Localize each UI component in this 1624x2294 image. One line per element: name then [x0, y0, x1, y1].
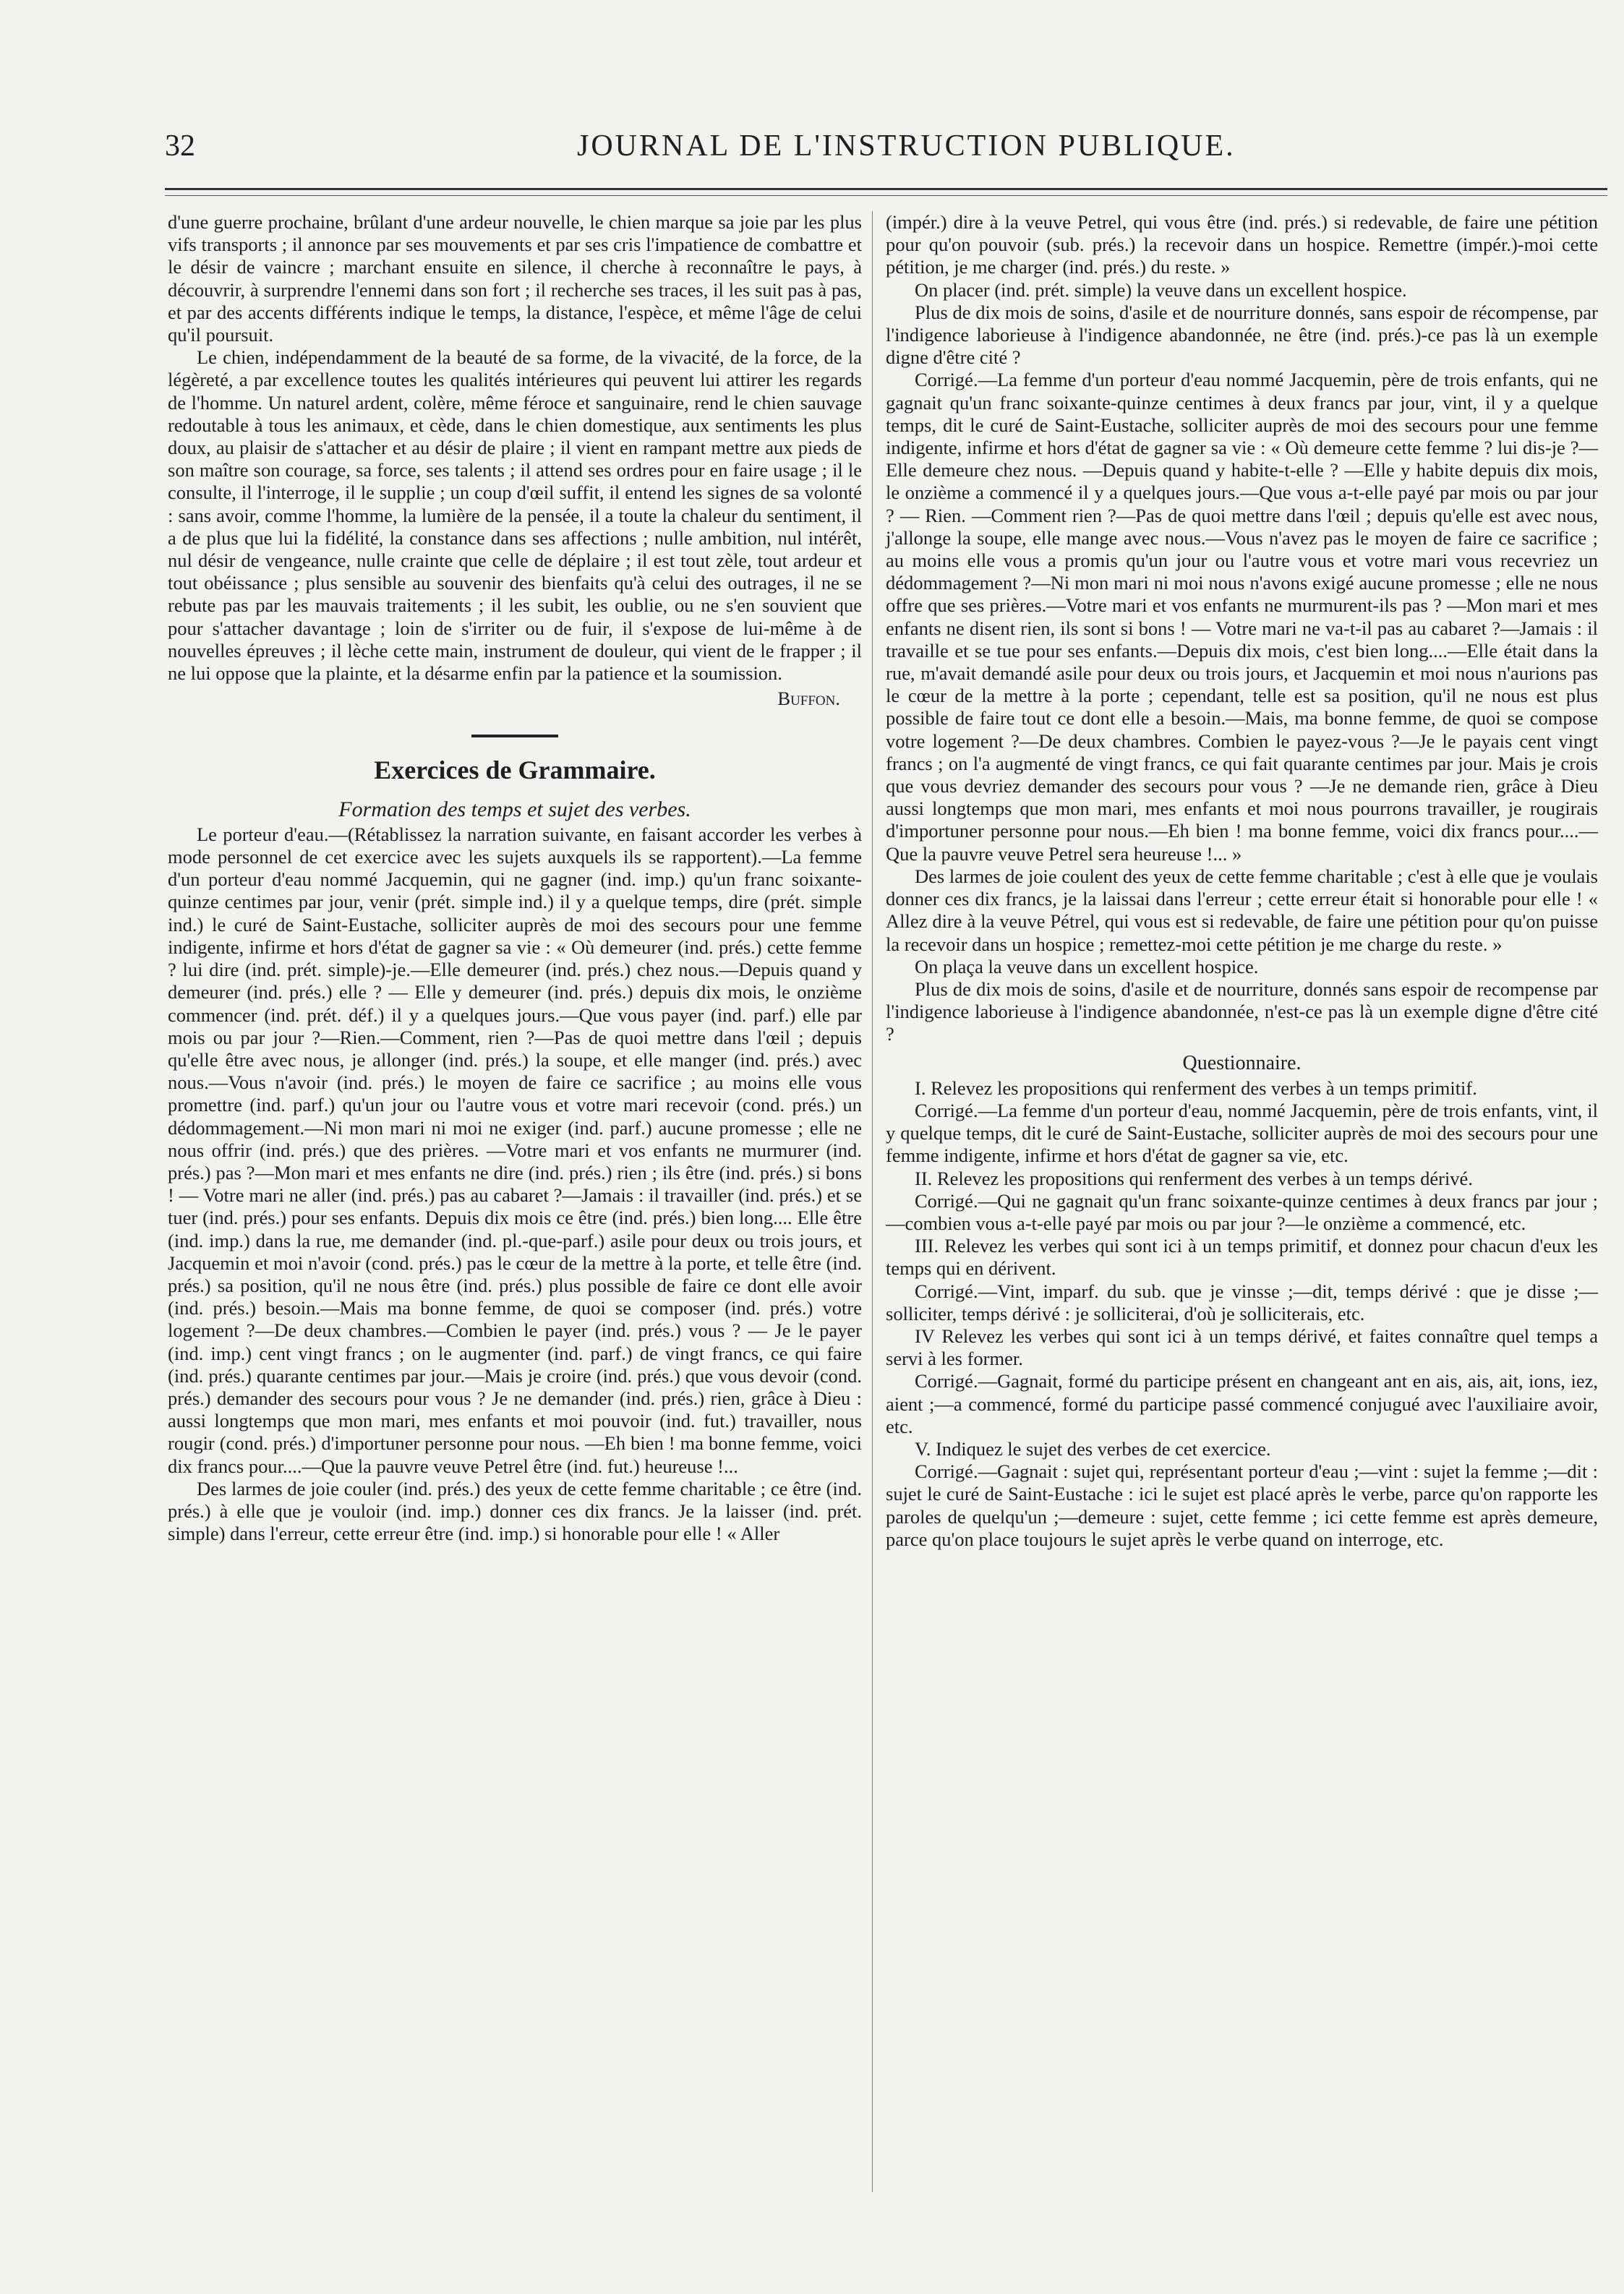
- question: IV Relevez les verbes qui sont ici à un temps dérivé, et faites connaître quel temps a servi à les former.: [886, 1324, 1598, 1370]
- paragraph: On plaça la veuve dans un excellent hospice.: [915, 955, 1259, 977]
- paragraph: d'une guerre prochaine, brûlant d'une ardeur nouvelle, le chien marque sa joie par les plus vifs transports ; il annonce par ses mouvements et par ses cris l'impatience de combattre et le désir de vaincre ; marchant ensuite en silence, il cherche à reconnaître le pays, à découvrir, à surprendre l'ennemi dans son fort ; il recherche ses traces, il les suit pas à pas, et par des accents différents indique le temps, la distance, l'espèce, et même l'âge de celui qu'il poursuit.: [168, 211, 862, 346]
- paragraph: Plus de dix mois de soins, d'asile et de nourriture, donnés sans espoir de recompense par l'indigence laborieuse à l'indigence abandonnée, n'est-ce pas là un exemple digne d'être cité ?: [886, 977, 1598, 1045]
- paragraph: Des larmes de joie couler (ind. prés.) des yeux de cette femme charitable ; ce être (ind. prés.) à elle que je vouloir (ind. imp.) donner ces dix francs. Je la laisser (ind. prét. simple) dans l'erreur, cette erreur être (ind. imp.) si honorable pour elle ! « Aller: [168, 1477, 862, 1545]
- author-signature: Buffon.: [777, 688, 840, 710]
- question: I. Relevez les propositions qui renferment des verbes à un temps primitif.: [915, 1077, 1477, 1099]
- paragraph: Le chien, indépendamment de la beauté de sa forme, de la vivacité, de la force, de la légèreté, a par excellence toutes les qualités intérieures qui peuvent lui attirer les regards de l'homme. Un naturel ardent, colère, même féroce et sanguinaire, rend le chien sauvage redoutable à tous les animaux, et cède, dans le chien domestique, aux sentiments les plus doux, au plaisir de s'attacher et au désir de plaire ; il vient en rampant mettre aux pieds de son maître son courage, sa force, ses talents ; il attend ses ordres pour en faire usage ; il le consulte, il l'interroge, il le supplie ; un coup d'œil suffit, il entend les signes de sa volonté : sans avoir, comme l'homme, la lumière de la pensée, il a toute la chaleur du sentiment, il a de plus que lui la fidélité, la constance dans ses affections ; nulle ambition, nul intérêt, nul désir de vengeance, nulle crainte que celle de déplaire ; il est tout zèle, tout ardeur et tout obéissance ; plus sensible au souvenir des bienfaits qu'à celui des outrages, il ne se rebute pas par les mauvais traitements ; il les subit, les oublie, ou ne s'en souvient que pour s'attacher davantage ; loin de s'irriter ou de fuir, il s'expose de lui-même à de nouvelles épreuves ; il lèche cette main, instrument de douleur, qui vient de le frapper ; il ne lui oppose que la plainte, et la désarme enfin par la patience et la soumission.: [168, 346, 862, 685]
- paragraph: Des larmes de joie coulent des yeux de cette femme charitable ; c'est à elle que je voulais donner ces dix francs, je la laissai dans l'erreur ; cette erreur était si honorable pour elle ! « Allez dire à la veuve Pétrel, qui vous est si redevable, de faire une pétition pour qu'on puisse la recevoir dans un hospice ; remettez-moi cette pétition je me charge du reste. »: [886, 865, 1598, 955]
- question: III. Relevez les verbes qui sont ici à un temps primitif, et donnez pour chacun d'eux les temps qui en dérivent.: [886, 1235, 1598, 1280]
- page-number: 32: [165, 129, 195, 163]
- column-divider: [872, 211, 873, 2192]
- left-column: [168, 211, 862, 1545]
- section-title: Exercices de Grammaire.: [374, 756, 656, 785]
- paragraph: Corrigé.—La femme d'un porteur d'eau nommé Jacquemin, père de trois enfants, qui ne gagnait qu'un franc soixante-quinze centimes à deux francs par jour, vint, il y a quelque temps, dit le curé de Saint-Eustache, solliciter auprès de moi des secours pour une femme indigente, infirme et hors d'état de gagner sa vie : « Où demeure cette femme ? lui dis-je ?—Elle demeure chez nous. —Depuis quand y habite-t-elle ? —Elle y habite depuis dix mois, le onzième a commencé il y a quelques jours.—Que vous a-t-elle payé par mois ou par jour ? — Rien. —Comment rien ?—Pas de quoi mettre dans l'œil ; depuis qu'elle est avec nous, j'allonge la soupe, elle mange avec nous.—Vous n'avez pas le moyen de faire ce sacrifice ; au moins elle vous a promis qu'un jour ou l'autre vous et votre mari vous recevriez un dédommagement ?—Ni mon mari ni moi nous n'avons exigé aucune promesse ; elle ne nous offre que ses prières.—Votre mari et vos enfants ne murmurent-ils pas ? —Mon mari et mes enfants ne disent rien, ils sont si bons ! — Votre mari ne va-t-il pas au cabaret ?—Jamais : il travaille et se tue pour ses enfants.—Depuis dix mois, c'est bien long....—Elle était dans la rue, m'avait demandé asile pour deux ou trois jours, et Jacquemin et moi nous n'aurions pas le cœur de la mettre à la porte ; cependant, telle est sa position, qu'il ne nous est plus possible de faire tout ce dont elle a besoin.—Mais, ma bonne femme, de quoi se compose votre logement ?—De deux chambres. Combien le payez-vous ?—Je le payais cent vingt francs ; on l'a augmenté de vingt francs, ce qui fait quarante centimes par jour. Mais je crois que vous devriez demander des secours pour vous ? —Je ne demande rien, grâce à Dieu aussi longtemps que mon mari, mes enfants et moi nous pourrons travailler, je rougirais d'importuner personne pour nous.—Eh bien ! ma bonne femme, voici dix francs pour....—Que la pauvre veuve Petrel sera heureuse !... »: [886, 369, 1598, 865]
- page-header: [165, 121, 1604, 172]
- running-title: JOURNAL DE L'INSTRUCTION PUBLIQUE.: [577, 129, 1236, 163]
- paragraph: (impér.) dire à la veuve Petrel, qui vous être (ind. prés.) si redevable, de faire une pétition pour qu'on pouvoir (sub. prés.) la recevoir dans un hospice. Remettre (impér.)-moi cette pétition, je me charger (ind. prés.) du reste. »: [886, 211, 1598, 278]
- question: II. Relevez les propositions qui renferment des verbes à un temps dérivé.: [915, 1167, 1473, 1189]
- answer: Corrigé.—Vint, imparf. du sub. que je vinsse ;—dit, temps dérivé : que je disse ;—solliciter, temps dérivé : je solliciterai, d'où je solliciterais, etc.: [886, 1280, 1598, 1324]
- questionnaire-title: Questionnaire.: [1182, 1051, 1302, 1074]
- answer: Corrigé.—Qui ne gagnait qu'un franc soixante-quinze centimes à deux francs par jour ;—combien vous a-t-elle payé par mois ou par jour ?—le onzième a commencé, etc.: [886, 1189, 1598, 1234]
- question: V. Indiquez le sujet des verbes de cet exercice.: [915, 1437, 1271, 1460]
- answer: Corrigé.—Gagnait, formé du participe présent en changeant ant en ais, ais, ait, ions, iez, aient ;—a commencé, formé du participe passé commencé conjugué avec l'auxiliaire avoir, etc.: [886, 1370, 1598, 1437]
- paragraph: Plus de dix mois de soins, d'asile et de nourriture donnés, sans espoir de récompense, par l'indigence laborieuse à l'indigence abandonnée, ne être (ind. prés.)-ce pas là un exemple digne d'être cité ?: [886, 301, 1598, 369]
- section-subtitle: Formation des temps et sujet des verbes.: [338, 797, 691, 821]
- answer: Corrigé.—La femme d'un porteur d'eau, nommé Jacquemin, père de trois enfants, vint, il y quelque temps, dit le curé de Saint-Eustache, solliciter auprès de moi des secours pour une femme indigente, infirme et hors d'état de gagner sa vie, etc.: [886, 1099, 1598, 1167]
- paragraph: Le porteur d'eau.—(Rétablissez la narration suivante, en faisant accorder les verbes à mode personnel de cet exercice avec les sujets auxquels ils se rapportent).—La femme d'un porteur d'eau nommé Jacquemin, qui ne gagner (ind. imp.) qu'un franc soixante-quinze centimes par jour, venir (prét. simple ind.) il y a quelque temps, dire (prét. simple ind.) le curé de Saint-Eustache, solliciter auprès de moi des secours pour une femme indigente, infirme et hors d'état de gagner sa vie : « Où demeurer (ind. prés.) cette femme ? lui dire (ind. prét. simple)-je.—Elle demeurer (ind. prés.) chez nous.—Depuis quand y demeurer (ind. prés.) elle ? — Elle y demeurer (ind. prés.) depuis dix mois, le onzième commencer (ind. prét. déf.) il y a quelques jours.—Que vous payer (ind. parf.) elle par mois ou par jour ?—Rien.—Comment, rien ?—Pas de quoi mettre dans l'œil ; depuis qu'elle être avec nous, je allonger (ind. prés.) la soupe, et elle manger (ind. prés.) avec nous.—Vous n'avoir (ind. prés.) le moyen de faire ce sacrifice ; au moins elle vous promettre (ind. parf.) qu'un jour ou l'autre vous et votre mari recevoir (cond. prés.) un dédommagement.—Ni mon mari ni moi ne exiger (ind. parf.) aucune promesse ; elle ne nous offrir (ind. prés.) que des prières. —Votre mari et vos enfants ne murmurer (ind. prés.) pas ?—Mon mari et mes enfants ne dire (ind. prés.) rien ; ils être (ind. prés.) si bons ! — Votre mari ne aller (ind. prés.) pas au cabaret ?—Jamais : il travailler (ind. prés.) et se tuer (ind. prés.) pour ses enfants. Depuis dix mois ce être (ind. prés.) bien long.... Elle être (ind. imp.) dans la rue, me demander (ind. pl.-que-parf.) asile pour deux ou trois jours, et Jacquemin et moi n'avoir (cond. prés.) pas le cœur de la mettre à la porte, et telle être (ind. prés.) sa position, qu'il ne nous être (ind. prés.) plus possible de faire ce dont elle avoir (ind. prés.) besoin.—Mais ma bonne femme, de quoi se composer (ind. prés.) votre logement ?—De deux chambres.—Combien le payer (ind. prés.) vous ? — Je le payer (ind. imp.) cent vingt francs ; on le augmenter (ind. parf.) de vingt francs, ce qui faire (ind. prés.) quarante centimes par jour.—Mais je croire (ind. prés.) que vous devoir (cond. prés.) demander des secours pour vous ? Je ne demander (ind. prés.) rien, grâce à Dieu : aussi longtemps que mon mari, mes enfants et moi pouvoir (ind. fut.) travailler, nous rougir (cond. prés.) d'importuner personne pour nous. —Eh bien ! ma bonne femme, voici dix francs pour....—Que la pauvre veuve Petrel être (ind. fut.) heureuse !...: [168, 823, 862, 1477]
- header-rule-thick: [165, 188, 1607, 190]
- answer: Corrigé.—Gagnait : sujet qui, représentant porteur d'eau ;—vint : sujet la femme ;—dit : sujet le curé de Saint-Eustache : ici le sujet est placé après le verbe, parce qu'on rapporte les paroles de quelqu'un ;—demeure : sujet, cette femme ; ici cette femme est après demeure, parce qu'on place toujours le sujet après le verbe quand on interroge, etc.: [886, 1460, 1598, 1550]
- header-rule-thin: [165, 195, 1607, 196]
- paragraph: On placer (ind. prét. simple) la veuve dans un excellent hospice.: [915, 278, 1407, 301]
- right-column: [886, 211, 1598, 1551]
- section-divider: [471, 735, 558, 737]
